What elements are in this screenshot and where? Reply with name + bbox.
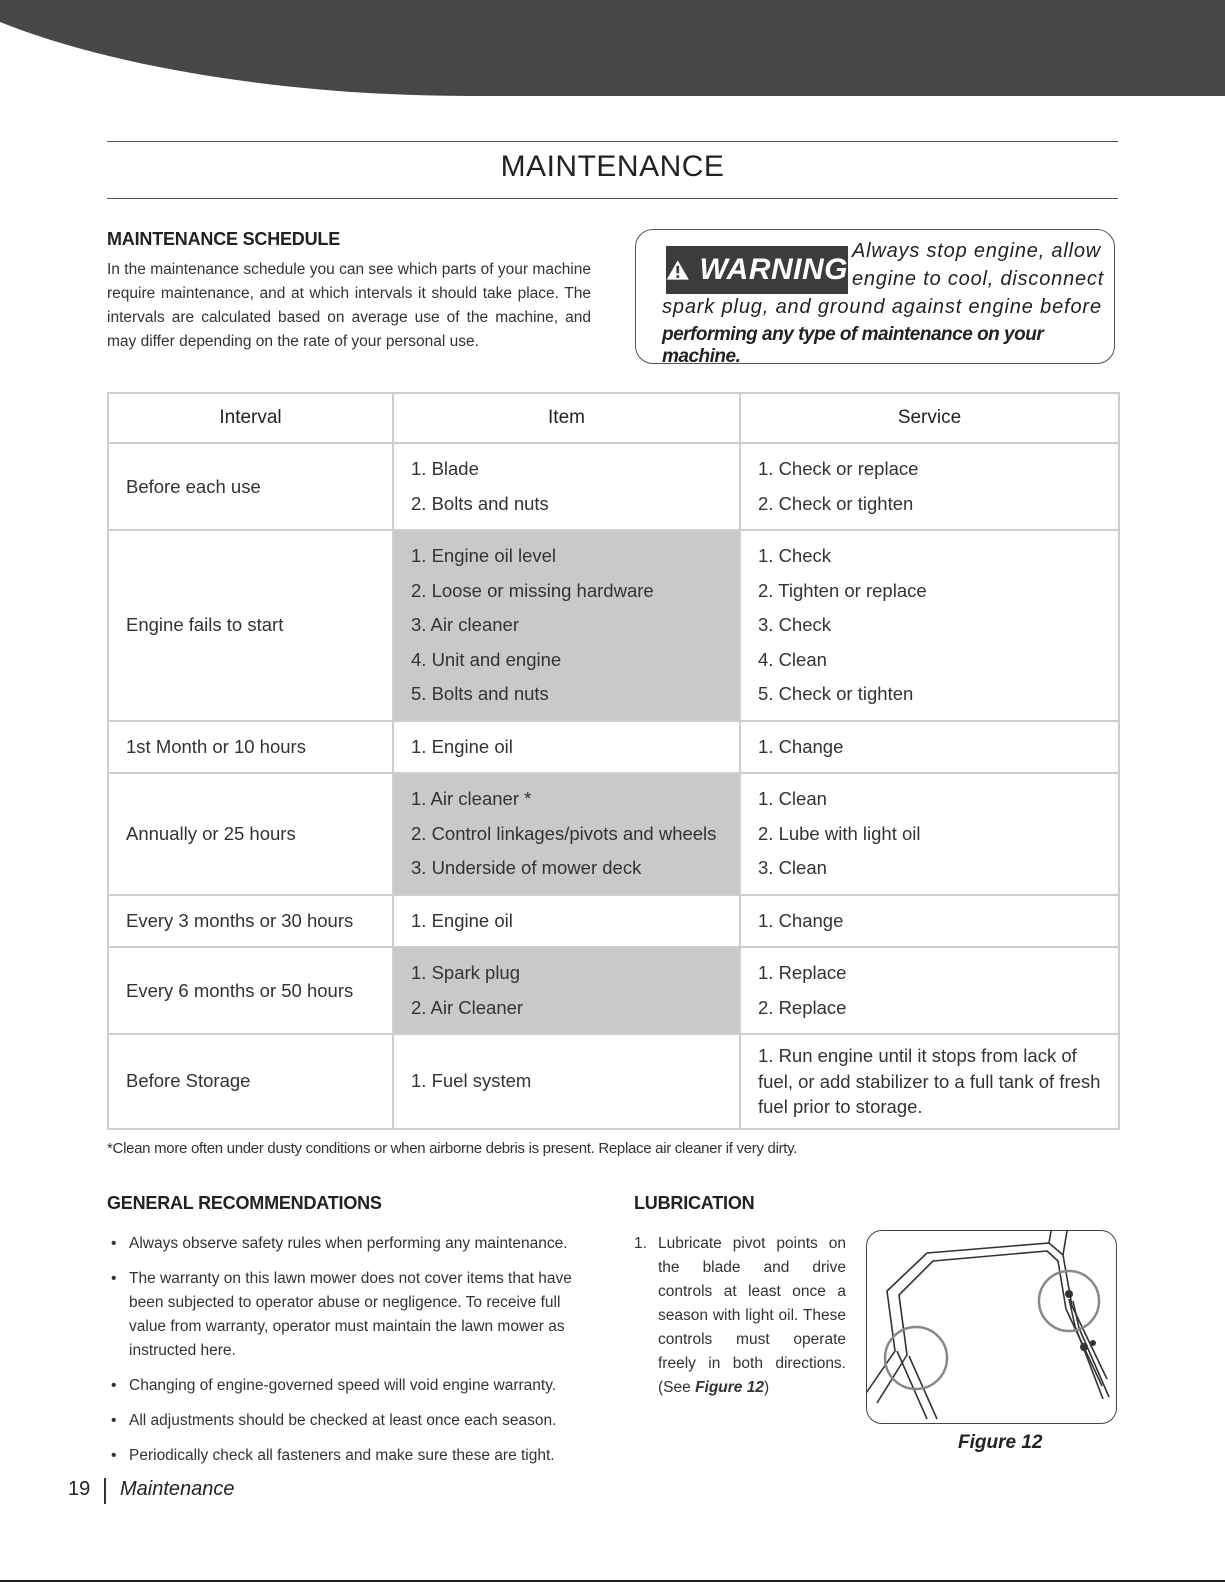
item-cell xyxy=(393,895,740,948)
table-row xyxy=(108,773,1119,895)
table-row xyxy=(108,1034,1119,1129)
item-cell xyxy=(393,721,740,774)
interval-cell: 1st Month or 10 hours xyxy=(108,721,393,774)
lubrication-close: ) xyxy=(763,1379,770,1396)
title-top-rule xyxy=(107,141,1118,142)
schedule-intro: In the maintenance schedule you can see which parts of your machine require maintenance, and at which intervals it should take place. The intervals are calculated based on average use of the machine, and may differ depending on the rate of your personal use. xyxy=(107,261,591,350)
mower-handle-drawing xyxy=(867,1231,1115,1422)
table-row xyxy=(108,895,1119,948)
item-cell xyxy=(393,443,740,530)
table-footnote: *Clean more often under dusty conditions or when airborne debris is present. Replace air cleaner if very dirty. xyxy=(107,1140,798,1157)
warning-triangle-icon xyxy=(666,255,690,285)
service-line: 1. Run engine until it stops from lack of fuel, or add stabilizer to a full tank of fresh fuel prior to storage. xyxy=(758,1045,1101,1117)
item-line: 2. Bolts and nuts xyxy=(411,492,549,514)
lubrication-step-number: 1. xyxy=(634,1235,647,1252)
item-line: 1. Spark plug xyxy=(411,962,521,983)
item-line: 5. Bolts and nuts xyxy=(411,683,549,704)
item-line: 1. Engine oil xyxy=(411,735,513,757)
warning-badge-label: WARNING xyxy=(699,253,848,286)
item-cell xyxy=(393,1034,740,1129)
item-cell xyxy=(393,773,740,895)
item-line: 4. Unit and engine xyxy=(411,648,562,670)
list-item: • Changing of engine-governed speed will void engine warranty. xyxy=(107,1374,591,1398)
figure-12-illustration xyxy=(866,1230,1117,1424)
service-cell xyxy=(740,947,1119,1034)
service-line: 1. Check xyxy=(758,545,832,566)
service-line: 1. Change xyxy=(758,909,844,931)
service-line: 2. Check or tighten xyxy=(758,492,914,514)
item-line: 2. Loose or missing hardware xyxy=(411,579,654,601)
list-item: • The warranty on this lawn mower does not cover items that have been subjected to operator abuse or negligence. To receive full value from warranty, operator must maintain the lawn mower as instructed here. xyxy=(107,1267,591,1363)
header-service: Service xyxy=(740,393,1119,443)
maintenance-table xyxy=(107,392,1120,1130)
service-line: 3. Clean xyxy=(758,857,827,878)
warning-line-4: performing any type of maintenance on your machine. xyxy=(662,324,1044,367)
table-header-row xyxy=(108,393,1119,443)
interval-cell: Annually or 25 hours xyxy=(108,773,393,895)
service-line: 1. Change xyxy=(758,735,844,757)
lubrication-step-body xyxy=(658,1232,846,1400)
list-item: • Always observe safety rules when performing any maintenance. xyxy=(107,1232,591,1256)
service-line: 3. Check xyxy=(758,614,832,635)
item-line: 3. Underside of mower deck xyxy=(411,857,642,878)
page-number: 19 xyxy=(68,1478,91,1500)
schedule-heading: MAINTENANCE SCHEDULE xyxy=(107,229,341,249)
service-line: 1. Clean xyxy=(758,788,827,809)
warning-badge xyxy=(666,246,848,294)
warning-line-1: Always stop engine, allow xyxy=(852,240,1102,262)
interval-cell: Every 3 months or 30 hours xyxy=(108,895,393,948)
service-line: 4. Clean xyxy=(758,648,827,670)
footer-section-label: Maintenance xyxy=(120,1478,235,1500)
list-item: • All adjustments should be checked at least once each season. xyxy=(107,1409,591,1433)
table-row xyxy=(108,721,1119,774)
item-line: 3. Air cleaner xyxy=(411,614,519,635)
table-row xyxy=(108,443,1119,530)
interval-cell: Every 6 months or 50 hours xyxy=(108,947,393,1034)
service-line: 5. Check or tighten xyxy=(758,683,914,704)
lubrication-text: Lubricate pivot points on the blade and drive controls at least once a season with light oil. These controls must operate freely in both directions. (See xyxy=(658,1235,846,1396)
header-interval: Interval xyxy=(108,393,393,443)
item-line: 2. Control linkages/pivots and wheels xyxy=(411,822,717,844)
bottom-rule xyxy=(0,1580,1225,1582)
service-line: 1. Check or replace xyxy=(758,458,919,479)
list-item: • Periodically check all fasteners and make sure these are tight. xyxy=(107,1444,591,1468)
figure-reference: Figure 12 xyxy=(695,1379,764,1396)
service-cell xyxy=(740,443,1119,530)
figure-caption: Figure 12 xyxy=(958,1432,1043,1453)
lubrication-heading: LUBRICATION xyxy=(634,1193,755,1213)
service-cell xyxy=(740,1034,1119,1129)
service-cell xyxy=(740,773,1119,895)
table-row xyxy=(108,947,1119,1034)
lubrication-step xyxy=(634,1232,846,1400)
interval-cell: Before each use xyxy=(108,443,393,530)
interval-cell: Before Storage xyxy=(108,1034,393,1129)
item-line: 1. Blade xyxy=(411,458,479,479)
page-title: MAINTENANCE xyxy=(500,150,725,183)
general-list xyxy=(107,1232,591,1479)
header-item: Item xyxy=(393,393,740,443)
item-line: 1. Engine oil xyxy=(411,909,513,931)
warning-line-3: spark plug, and ground against engine before xyxy=(662,296,1102,318)
item-line: 1. Fuel system xyxy=(411,1070,532,1091)
title-bottom-rule xyxy=(107,198,1118,199)
item-line: 2. Air Cleaner xyxy=(411,996,524,1018)
item-line: 1. Engine oil level xyxy=(411,545,557,566)
table-row xyxy=(108,530,1119,721)
service-cell xyxy=(740,530,1119,721)
item-line: 1. Air cleaner * xyxy=(411,788,532,809)
footer-separator xyxy=(104,1478,106,1504)
service-line: 2. Tighten or replace xyxy=(758,579,927,601)
general-heading: GENERAL RECOMMENDATIONS xyxy=(107,1193,382,1213)
warning-line-2: engine to cool, disconnect xyxy=(852,268,1105,290)
service-line: 2. Lube with light oil xyxy=(758,822,921,844)
interval-cell: Engine fails to start xyxy=(108,530,393,721)
service-line: 2. Replace xyxy=(758,996,847,1018)
header-band xyxy=(0,0,1225,100)
service-cell xyxy=(740,721,1119,774)
warning-box xyxy=(635,229,1115,367)
item-cell xyxy=(393,947,740,1034)
service-line: 1. Replace xyxy=(758,962,847,983)
item-cell xyxy=(393,530,740,721)
service-cell xyxy=(740,895,1119,948)
